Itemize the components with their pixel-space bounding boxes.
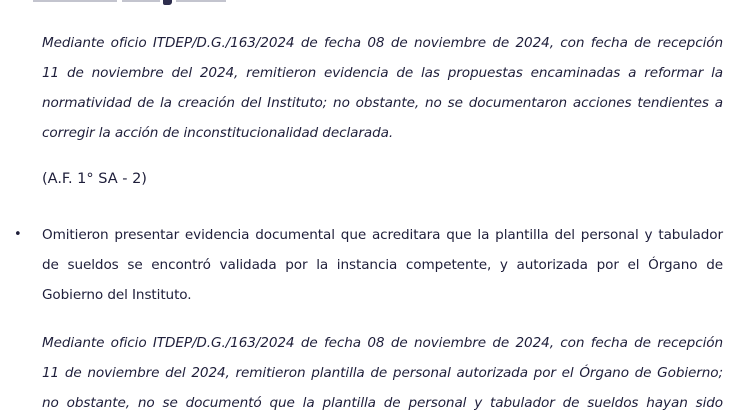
text-line: normatividad de la creación del Instituto; no obstante, no se documentaron acciones tendientes a xyxy=(42,95,723,111)
text-line: corregir la acción de inconstitucionalidad declarada. xyxy=(42,125,394,141)
cropped-text-remnant xyxy=(163,0,172,5)
paragraph-oficio-2 xyxy=(42,328,723,412)
reference-line: (A.F. 1° SA - 2) xyxy=(42,171,147,187)
text-line: no obstante, no se documentó que la plantilla de personal y tabulador de sueldos hayan sido xyxy=(42,395,723,411)
bullet-marker: • xyxy=(14,227,22,242)
text-line: Mediante oficio ITDEP/D.G./163/2024 de fecha 08 de noviembre de 2024, con fecha de recepción xyxy=(42,335,723,351)
cropped-text-remnant xyxy=(176,0,226,2)
text-line: Mediante oficio ITDEP/D.G./163/2024 de fecha 08 de noviembre de 2024, con fecha de recepción xyxy=(42,35,723,51)
paragraph-oficio-1 xyxy=(42,28,723,148)
bullet-paragraph xyxy=(42,220,723,310)
text-line: Gobierno del Instituto. xyxy=(42,287,192,303)
text-line: de sueldos se encontró validada por la instancia competente, y autorizada por el Órgano de xyxy=(42,257,723,273)
text-line: 11 de noviembre del 2024, remitieron evidencia de las propuestas encaminadas a reformar la xyxy=(42,65,723,81)
text-line: Omitieron presentar evidencia documental que acreditara que la plantilla del personal y tabulador xyxy=(42,227,723,243)
cropped-text-remnant xyxy=(33,0,117,2)
cropped-text-remnant xyxy=(122,0,160,2)
text-line: 11 de noviembre del 2024, remitieron plantilla de personal autorizada por el Órgano de Gobierno; xyxy=(42,365,723,381)
